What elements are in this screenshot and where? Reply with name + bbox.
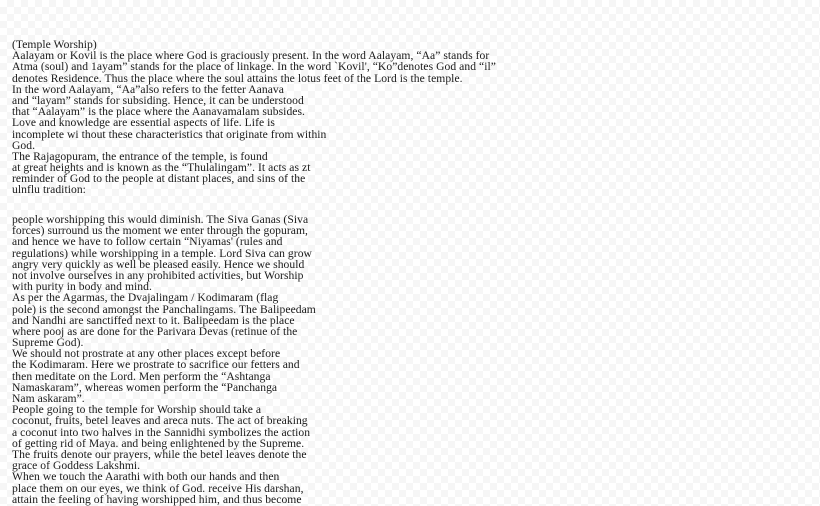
text-line: The fruits denote our prayers, while the betel leaves denote the (12, 447, 307, 461)
text-line: angry very quickly as well be pleased easily. Hence we should (12, 257, 305, 271)
text-line: pole) is the second amongst the Panchalingams. The Balipeedam (12, 302, 316, 316)
text-line: incomplete wi thout these characteristics that originate from within (12, 127, 327, 141)
text-line: denotes Residence. Thus the place where the soul attains the lotus feet of the Lord is the temple. (12, 71, 463, 85)
text-line: with purity in body and mind. (12, 280, 152, 294)
text-line: Aalayam or Kovil is the place where God is graciously present. In the word Aalayam, “Aa” stands for (12, 49, 490, 63)
text-block-bottom (12, 214, 316, 505)
text-line: and Nandhi are sanctiffed next to it. Balipeedam is the place (12, 313, 295, 327)
text-line: As per the Agarmas, the Dvajalingam / Kodimaram (flag (12, 291, 279, 305)
text-line: and “layam” stands for subsiding. Hence, it can be understood (12, 93, 304, 107)
text-line: of getting rid of Maya. and being enlightened by the Supreme. (12, 436, 305, 450)
text-line: God. (12, 138, 36, 152)
text-line: and hence we have to follow certain “Niyamas' (rules and (12, 235, 283, 249)
text-line: People going to the temple for Worship should take a (12, 403, 262, 417)
text-line: regulations) while worshipping in a temple. Lord Siva can grow (12, 246, 312, 260)
text-line: Supreme God). (12, 336, 84, 350)
text-line: Love and knowledge are essential aspects of life. Life is (12, 116, 275, 130)
text-line: grace of Goddess Lakshmi. (12, 459, 141, 473)
text-line: We should not prostrate at any other places except before (12, 347, 281, 361)
text-line: a coconut into two halves in the Sannidhi symbolizes the action (12, 425, 311, 439)
text-line: where pooj as are done for the Parivara Devas (retinue of the (12, 324, 298, 338)
text-line: (Temple Worship) (12, 38, 97, 51)
text-line: coconut, fruits, betel leaves and areca nuts. The act of breaking (12, 414, 308, 428)
text-line: When we touch the Aarathi with both our hands and then (12, 470, 280, 484)
text-line: that “Aalayam” is the place where the Aanavamalam subsides. (12, 105, 306, 119)
text-line: people worshipping this would diminish. The Siva Ganas (Siva (12, 213, 309, 226)
text-line: ulnflu tradition: (12, 183, 86, 197)
text-line: In the word Aalayam, “Aa”also refers to the fetter Aanava (12, 82, 284, 96)
text-line: then meditate on the Lord. Men perform the “Ashtanga (12, 369, 271, 383)
text-line: Atma (soul) and 1ayam” stands for the place of linkage. In the word `Kovil', “Ko”denotes God and “il” (12, 60, 496, 74)
text-line: not involve ourselves in any prohibited activities, but Worship (12, 268, 304, 282)
text-line: place them on our eyes, we think of God. receive His darshan, (12, 481, 304, 495)
text-block-top (12, 39, 496, 196)
text-line: the Kodimaram. Here we prostrate to sacrifice our fetters and (12, 358, 300, 372)
text-line: Nam askaram”. (12, 392, 85, 405)
text-line: at great heights and is known as the “Thulalingam”. It acts as zt (12, 161, 311, 175)
text-line: attain the feeling of having worshipped him, and thus become (12, 492, 302, 506)
text-line: Namaskaram”, whereas women perform the “Panchanga (12, 380, 278, 394)
text-line: reminder of God to the people at distant places, and sins of the (12, 172, 306, 186)
text-line: forces) surround us the moment we enter through the gopuram, (12, 224, 308, 238)
text-line: The Rajagopuram, the entrance of the temple, is found (12, 149, 268, 163)
